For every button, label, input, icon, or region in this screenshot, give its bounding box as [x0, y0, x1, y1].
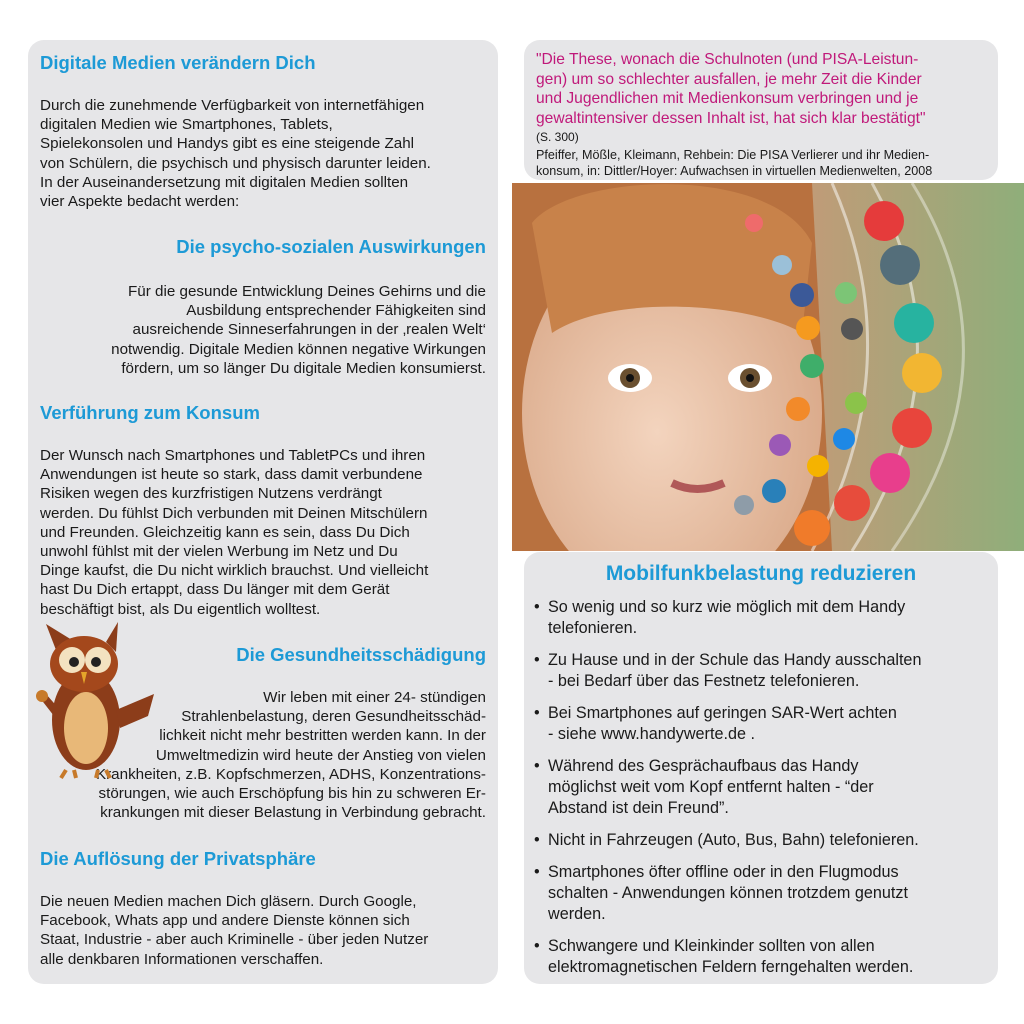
text-line: Ausbildung entsprechender Fähigkeiten sind: [186, 302, 486, 320]
tip-line: elektromagnetischen Feldern ferngehalten werden.: [548, 958, 914, 976]
quote-line: gewaltintensiver dessen Inhalt ist, hat sich klar bestätigt": [536, 109, 926, 127]
heading-reduce-radiation: Mobilfunkbelastung reduzieren: [605, 562, 917, 585]
text-line: Umweltmedizin wird heute der Anstieg von vielen: [155, 746, 486, 764]
text-line: Der Wunsch nach Smartphones und TabletPCs und ihren: [40, 447, 426, 464]
heading-digital-media: Digitale Medien verändern Dich: [40, 52, 316, 73]
owl-mascot-illustration: [36, 620, 158, 780]
text-line: unwohl fühlst mit der vielen Werbung im Netz und Du: [40, 543, 398, 561]
text-line: Spielekonsolen und Handys gibt es eine steigende Zahl: [40, 135, 415, 153]
tip-line: möglichst weit vom Kopf entfernt halten - “der: [548, 778, 874, 796]
text-line: Facebook, Whats app und andere Dienste können sich: [40, 912, 410, 930]
text-line: alle denkbaren Informationen verschaffen.: [40, 950, 324, 968]
list-item: [534, 862, 994, 925]
text-line: Risiken wegen des kurzfristigen Nutzens verdrängt: [40, 485, 382, 503]
text-line: hast Du Dich ertappt, dass Du länger mit dem Gerät: [40, 581, 390, 599]
paragraph-digital-media: [40, 96, 492, 211]
text-line: und Freunden. Gleichzeitig kann es sein, dass Du Dich: [40, 523, 410, 541]
tip-line: telefonieren.: [548, 619, 638, 637]
paragraph-consumption: [40, 446, 496, 619]
text-line: lichkeit nicht mehr bestritten werden kann. In der: [159, 727, 486, 745]
source-line: Pfeiffer, Mößle, Kleimann, Rehbein: Die PISA Verlierer und ihr Medien-: [536, 148, 930, 162]
source-line: konsum, in: Dittler/Hoyer: Aufwachsen in virtuellen Medienwelten, 2008: [536, 164, 933, 178]
girl-photo-with-app-icons: [512, 183, 1024, 551]
text-line: Dinge kaufst, die Du nicht wirklich brauchst. Und vielleicht: [40, 562, 429, 580]
text-line: fördern, um so länger Du digitale Medien konsumierst.: [121, 359, 486, 377]
left-info-panel: [28, 40, 498, 984]
heading-psycho-social: Die psycho-sozialen Auswirkungen: [176, 236, 486, 257]
text-line: ausreichende Sinneserfahrungen in der ‚realen Welt‘: [132, 321, 486, 339]
quote-line: "Die These, wonach die Schulnoten (und PISA-Leistun-: [536, 51, 919, 68]
quote-text: [536, 50, 990, 148]
tips-list: [534, 597, 994, 989]
heading-health: Die Gesundheitsschädigung: [236, 644, 486, 665]
text-line: vier Aspekte bedacht werden:: [40, 193, 240, 211]
quote-panel: [524, 40, 998, 180]
list-item: [534, 756, 994, 819]
list-item: [534, 936, 994, 978]
text-line: Die neuen Medien machen Dich gläsern. Durch Google,: [40, 893, 417, 910]
list-item: [534, 650, 994, 692]
text-line: Wir leben mit einer 24- stündigen: [263, 689, 486, 706]
tip-line: werden.: [548, 905, 606, 923]
quote-page-ref: (S. 300): [536, 130, 579, 144]
tip-line: • Während des Gesprächaufbaus das Handy: [548, 757, 859, 775]
tip-line: - bei Bedarf über das Festnetz telefonieren.: [548, 672, 860, 690]
tip-line: • Zu Hause und in der Schule das Handy ausschalten: [548, 651, 922, 669]
paragraph-privacy: [40, 892, 496, 969]
tip-line: • Nicht in Fahrzeugen (Auto, Bus, Bahn) telefonieren.: [548, 831, 919, 849]
text-line: digitalen Medien wie Smartphones, Tablets,: [40, 116, 333, 134]
tip-line: • Bei Smartphones auf geringen SAR-Wert achten: [548, 704, 897, 722]
tip-line: schalten - Anwendungen können trotzdem genutzt: [548, 884, 908, 902]
tip-line: • Smartphones öfter offline oder in den Flugmodus: [548, 863, 899, 881]
tip-line: - siehe www.handywerte.de .: [548, 725, 755, 743]
text-line: Durch die zunehmende Verfügbarkeit von internetfähigen: [40, 97, 425, 114]
text-line: Staat, Industrie - aber auch Kriminelle - über jeden Nutzer: [40, 931, 429, 949]
mobile-radiation-panel: [524, 552, 998, 984]
tip-line: • So wenig und so kurz wie möglich mit dem Handy: [548, 598, 906, 616]
paragraph-psycho-social: [34, 282, 486, 378]
quote-line: gen) um so schlechter ausfallen, je mehr Zeit die Kinder: [536, 70, 922, 88]
text-line: notwendig. Digitale Medien können negative Wirkungen: [111, 340, 486, 358]
heading-consumption: Verführung zum Konsum: [40, 402, 260, 423]
list-item: [534, 830, 994, 851]
text-line: In der Auseinandersetzung mit digitalen Medien sollten: [40, 173, 409, 191]
tip-line: Abstand ist dein Freund”.: [548, 799, 729, 817]
text-line: Anwendungen ist heute so stark, dass damit verbundene: [40, 466, 423, 484]
list-item: [534, 703, 994, 745]
list-item: [534, 597, 994, 639]
tip-line: • Schwangere und Kleinkinder sollten von allen: [548, 937, 875, 955]
text-line: Krankheiten, z.B. Kopfschmerzen, ADHS, Konzentrations-: [95, 765, 486, 783]
text-line: werden. Du fühlst Dich verbunden mit Deinen Mitschülern: [40, 504, 428, 522]
text-line: Strahlenbelastung, deren Gesundheitsschäd-: [181, 708, 486, 726]
quote-line: und Jugendlichen mit Medienkonsum verbringen und je: [536, 90, 919, 107]
text-line: störungen, wie auch Erschöpfung bis hin zu schweren Er-: [98, 785, 486, 803]
text-line: krankungen mit dieser Belastung in Verbindung gebracht.: [100, 804, 486, 822]
quote-source: [536, 147, 990, 179]
text-line: Für die gesunde Entwicklung Deines Gehirns und die: [128, 283, 486, 300]
text-line: von Schülern, die psychisch und physisch darunter leiden.: [40, 154, 431, 172]
text-line: beschäftigt bist, als Du eigentlich wolltest.: [40, 600, 321, 618]
heading-privacy: Die Auflösung der Privatsphäre: [40, 848, 316, 869]
